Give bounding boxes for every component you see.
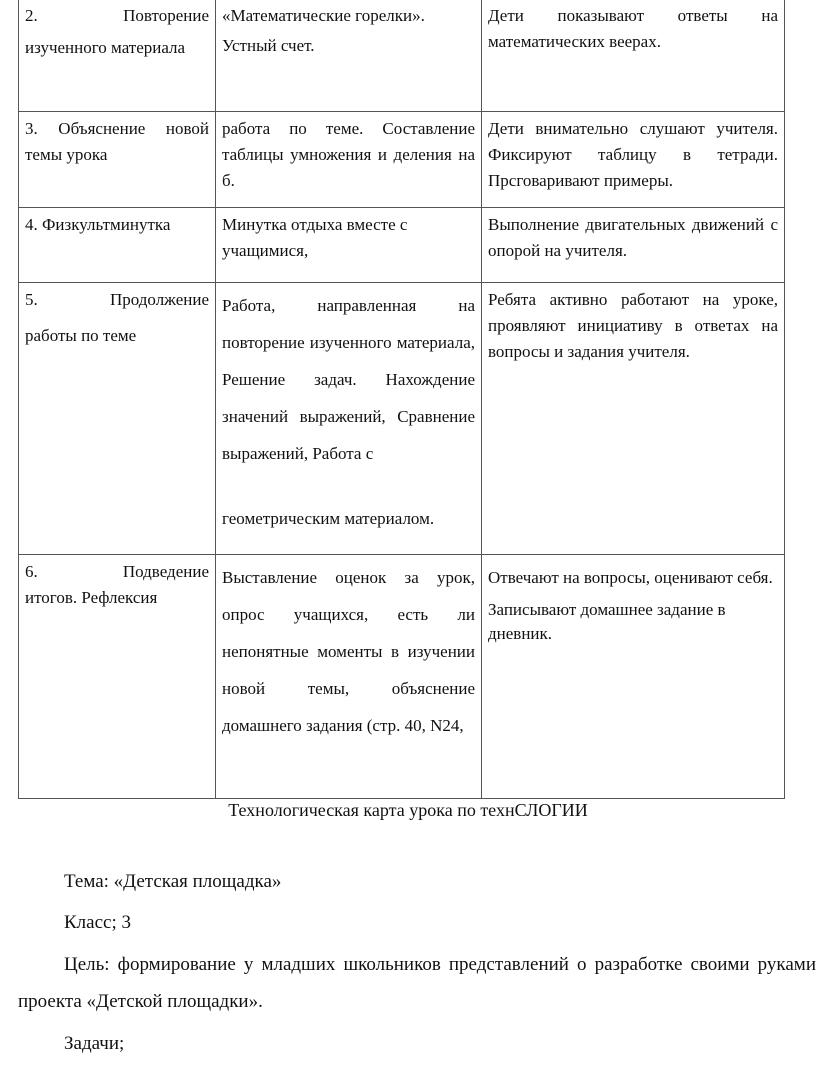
teacher-text: Работа, направленная на повторение изученного материала, Решение задач. Нахождение значений выражений, Сравнение выражений, Работа с [222,296,475,463]
lesson-plan-table [18,0,785,799]
teacher-text: Минутка отдыха вместе с учащимися, [222,215,408,260]
pupils-text: Отвечают на вопросы, оценивают себя. [488,568,773,587]
table-row [19,555,785,799]
pupils-cell [482,208,785,283]
stage-text: 4. Физкультминутка [25,215,171,234]
document-caption: Технологическая карта урока по технСЛОГИИ [228,800,588,820]
pupils-cell [482,555,785,799]
stage-cell [19,555,216,799]
teacher-cell [216,208,482,283]
stage-cell [19,112,216,208]
pupils-text: Дети внимательно слушают учителя. Фиксируют таблицу в тетради. Прсговаривают примеры. [488,119,778,190]
teacher-text: Устный счет. [222,36,315,55]
teacher-cell [216,555,482,799]
stage-text: работы по теме [25,326,137,345]
stage-text: итогов. Рефлексия [25,588,158,607]
tasks-line: Задачи; [64,1033,125,1054]
table-row [19,208,785,283]
pupils-text: Дети показывают ответы на математических веерах. [488,6,778,51]
grade-line: Класс; 3 [64,912,131,933]
stage-text: 3. Объяснение новой темы урока [25,119,209,164]
pupils-text: Ребята активно работают на уроке, проявляют инициативу в ответах на вопросы и задания учителя. [488,290,778,361]
stage-word: Подведение [122,562,209,581]
teacher-text: «Математические горелки». [222,6,425,25]
table-row [19,283,785,555]
stage-text: изученного материала [25,38,186,57]
teacher-text: Выставление оценок за урок, опрос учащихся, есть ли непонятные моменты в изучении новой темы, объяснение домашнего задания (стр. 40, N24, [222,568,475,735]
stage-word: Продолжение [109,290,209,309]
table-row [19,112,785,208]
stage-number: 2. [25,6,38,25]
pupils-text: Записывают домашнее задание в дневник. [488,600,726,643]
pupils-cell [482,0,785,112]
stage-number: 5. [25,290,38,309]
stage-number: 6. [25,562,38,581]
pupils-text: Выполнение двигательных движений с опорой на учителя. [488,215,778,260]
teacher-text: работа по теме. Составление таблицы умножения и деления на б. [222,119,475,190]
teacher-cell [216,0,482,112]
teacher-text: геометрическим материалом. [222,509,435,528]
stage-cell [19,0,216,112]
teacher-cell [216,112,482,208]
goal-paragraph: Цель: формирование у младших школьников представлений о разработке своими руками проекта «Детской площадки». [18,954,816,1012]
topic-line: Тема: «Детская площадка» [64,871,282,892]
stage-cell [19,283,216,555]
table-row [19,0,785,112]
stage-cell [19,208,216,283]
pupils-cell [482,112,785,208]
teacher-cell [216,283,482,555]
stage-word: Повторение [123,6,209,25]
pupils-cell [482,283,785,555]
